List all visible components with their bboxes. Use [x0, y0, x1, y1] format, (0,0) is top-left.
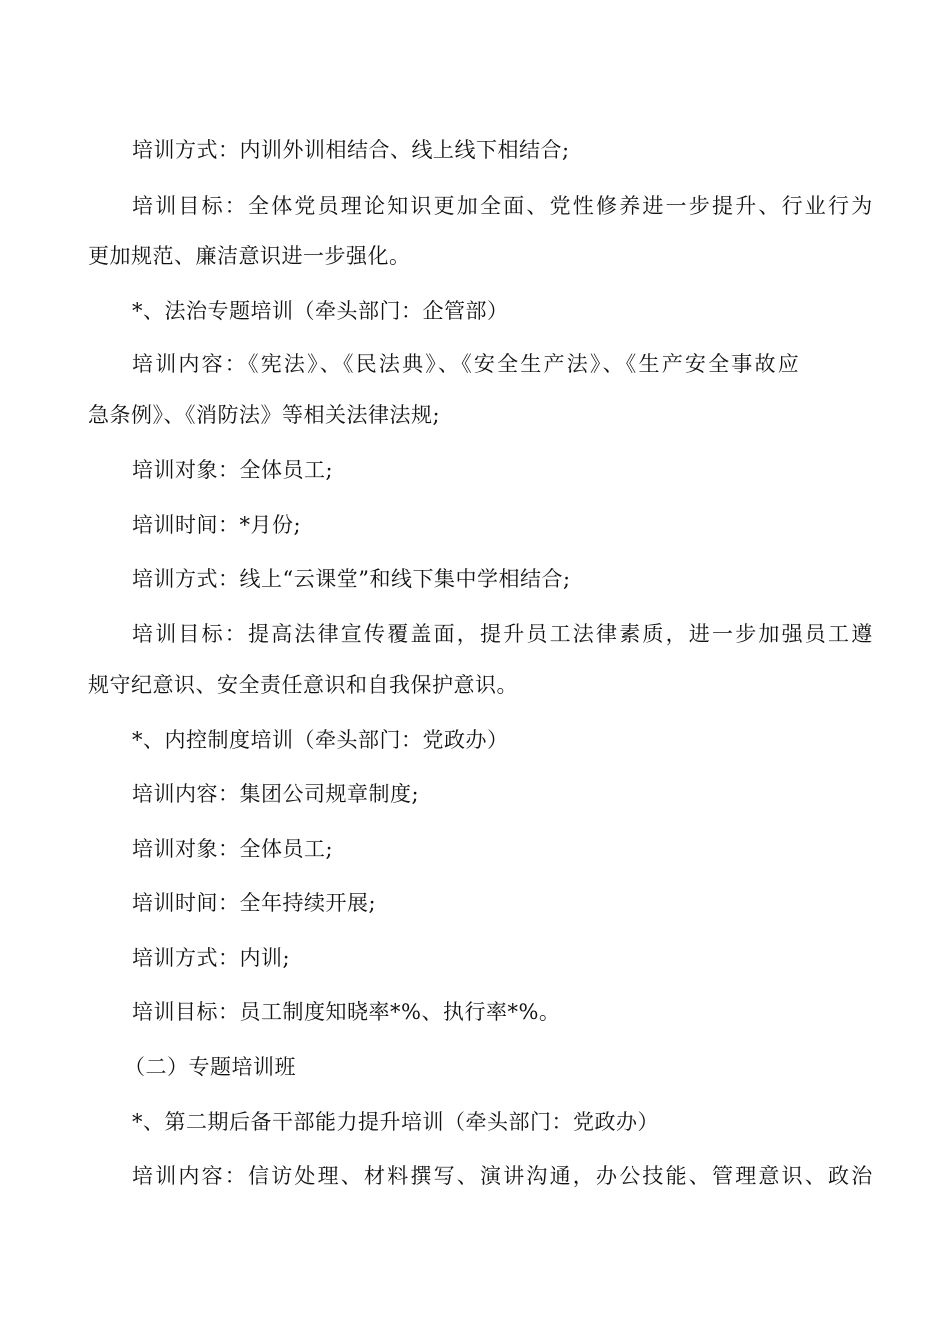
- paragraph-line: 急条例》、《消防法》等相关法律法规;: [88, 403, 441, 427]
- section-heading: *、第二期后备干部能力提升培训（牵头部门：党政办）: [132, 1110, 659, 1134]
- section-heading: *、法治专题培训（牵头部门：企管部）: [132, 299, 509, 323]
- paragraph-line: 培训时间：*月份;: [132, 513, 302, 537]
- paragraph-line: 规守纪意识、安全责任意识和自我保护意识。: [88, 673, 518, 697]
- paragraph-line: 培训方式：内训外训相结合、线上线下相结合;: [132, 138, 570, 162]
- paragraph-line: 培训时间：全年持续开展;: [132, 891, 377, 915]
- paragraph-line: 培训目标：提高法律宣传覆盖面，提升员工法律素质，进一步加强员工遵: [132, 622, 875, 646]
- paragraph-line: 培训内容：《宪法》、《民法典》、《安全生产法》、《生产安全事故应: [132, 352, 801, 376]
- paragraph-line: 培训方式：线上“云课堂”和线下集中学相结合;: [132, 567, 571, 591]
- paragraph-line: 培训对象：全体员工;: [132, 458, 334, 482]
- paragraph-line: 培训内容：集团公司规章制度;: [132, 782, 420, 806]
- section-heading: （二）专题培训班: [124, 1055, 296, 1079]
- paragraph-line: 培训目标：全体党员理论知识更加全面、党性修养进一步提升、行业行为: [132, 194, 875, 218]
- paragraph-line: 培训内容：信访处理、材料撰写、演讲沟通，办公技能、管理意识、政治: [132, 1164, 875, 1188]
- section-heading: *、内控制度培训（牵头部门：党政办）: [132, 728, 509, 752]
- paragraph-line: 培训对象：全体员工;: [132, 837, 334, 861]
- paragraph-line: 更加规范、廉洁意识进一步强化。: [88, 244, 411, 268]
- paragraph-line: 培训目标：员工制度知晓率*%、执行率*%。: [132, 1000, 561, 1024]
- paragraph-line: 培训方式：内训;: [132, 946, 291, 970]
